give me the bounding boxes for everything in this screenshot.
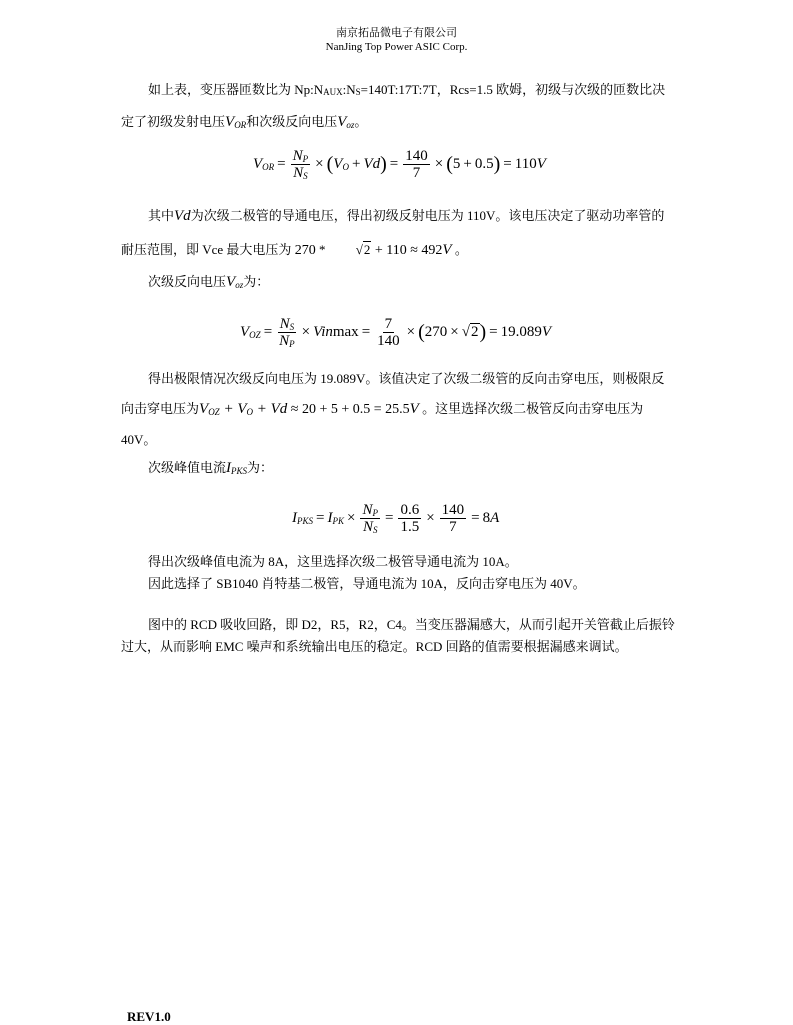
equation-ipks: $I_{PKS}$ = $I_{PK}$ × $\frac{N_P}{N_S}$ = $\frac{0.6}{1.5}$ × $\frac{140}{7}$ = 8 A — [292, 502, 500, 535]
paragraph-diode-selection — [121, 551, 677, 595]
paragraph-rcd-snubber: 图中的 RCD 吸收回路，即 D2，R5，R2，C4。当变压器漏感大，从而引起开关管截止后振铃过大，从而影响 EMC 噪声和系统输出电压的稳定。RCD 回路的值需要根据漏感来调试。 — [121, 617, 675, 654]
paragraph-vce: 其中Vd为次级二极管的导通电压，得出初级反射电压为 110V。该电压决定了驱动功率管的耐压范围，即 Vce 最大电压为 270 * √2 + 110 ≈ 492V 。 — [121, 208, 665, 258]
paragraph-turns-ratio: 如上表，变压器匝数比为 Np:NAUX:NS=140T:17T:7T，Rcs=1.5 欧姆，初级与次级的匝数比决定了初级发射电压$V_{OR}$和次级反向电压$V_{oz}$。 — [121, 82, 666, 130]
equation-voz: $V_{OZ}$ = $\frac{N_S}{N_P}$ × Vin max = $\frac{7}{140}$ × ( 270 × √2 ) = 19.089 V — [240, 316, 552, 349]
paragraph-peak-current-label: 次级峰值电流$I_{PKS}$为： — [148, 460, 274, 476]
footer-revision: REV1.0 — [127, 1009, 171, 1024]
header-company-en: NanJing Top Power ASIC Corp. — [325, 41, 468, 53]
paragraph-reverse-voltage-label: 次级反向电压$V_{oz}$为： — [148, 274, 270, 290]
diode-line-2: 因此选择了 SB1040 肖特基二极管，导通电流为 10A，反向击穿电压为 40V。 — [148, 576, 586, 591]
header-company-cn: 南京拓品微电子有限公司 — [336, 27, 457, 39]
paragraph-breakdown-voltage: 得出极限情况次级反向电压为 19.089V。该值决定了次级二级管的反向击穿电压，则极限反向击穿电压为$V_{OZ} + V_O + Vd \approx 20 + 5 + 0.5 = 25.5V$ 。这里选择次级二极管反向击穿电压为 40V。 — [121, 371, 665, 447]
equation-vor: $V_{OR}$ = $\frac{N_P}{N_S}$ × ( $V_O$ + Vd ) = $\frac{140}{7}$ × ( 5 + 0.5 ) = 110 V — [253, 148, 546, 181]
diode-line-1: 得出次级峰值电流为 8A，这里选择次级二极管导通电流为 10A。 — [148, 554, 518, 569]
